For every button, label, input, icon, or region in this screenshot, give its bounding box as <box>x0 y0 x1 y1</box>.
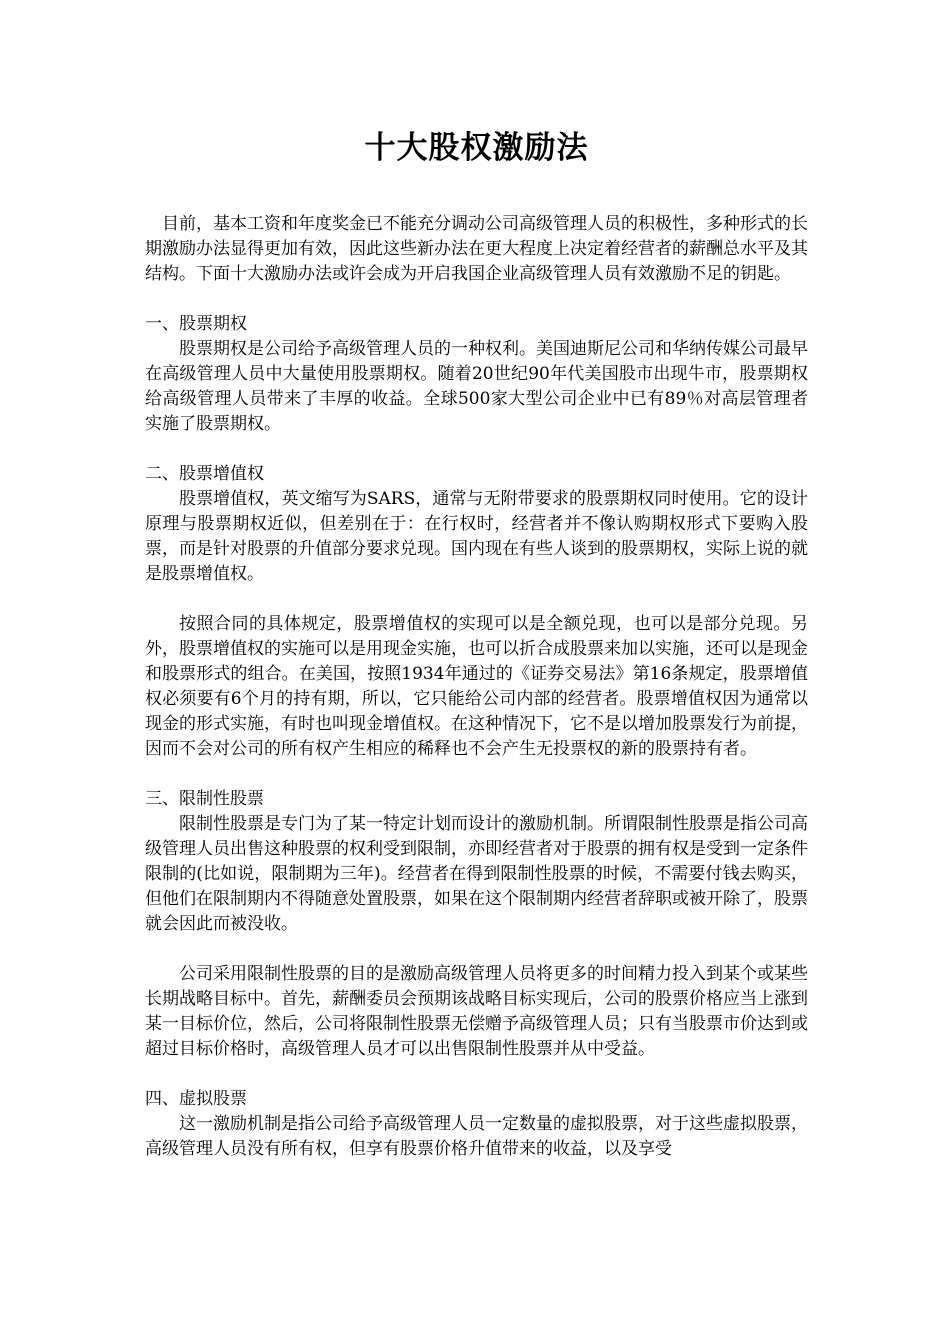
document-title: 十大股权激励法 <box>364 130 589 166</box>
paragraph-gap <box>145 762 808 787</box>
section-heading-stock-options: 一、股票期权 <box>145 314 247 334</box>
section-paragraph: 这一激励机制是指公司给予高级管理人员一定数量的虚拟股票，对于这些虚拟股票，高级管理人员没有所有权，但享有股票价格升值带来的收益，以及享受 <box>145 1114 808 1159</box>
section-paragraph: 股票增值权，英文缩写为SARS，通常与无附带要求的股票期权同时使用。它的设计原理与股票期权近似，但差别在于：在行权时，经营者并不像认购期权形式下要购入股票，而是针对股票的升值部分要求兑现。国内现在有些人谈到的股票期权，实际上说的就是股票增值权。 <box>145 489 808 584</box>
intro-paragraph: 目前，基本工资和年度奖金已不能充分调动公司高级管理人员的积极性，多种形式的长期激励办法显得更加有效，因此这些新办法在更大程度上决定着经营者的薪酬总水平及其结构。下面十大激励办法或许会成为开启我国企业高级管理人员有效激励不足的钥匙。 <box>145 214 808 284</box>
section-heading-phantom-stock: 四、虚拟股票 <box>145 1089 247 1109</box>
section-paragraph: 股票期权是公司给予高级管理人员的一种权利。美国迪斯尼公司和华纳传媒公司最早在高级管理人员中大量使用股票期权。随着20世纪90年代美国股市出现牛市，股票期权给高级管理人员带来了丰厚的收益。全球500家大型公司企业中已有89％对高层管理者实施了股票期权。 <box>145 339 808 434</box>
section-heading-restricted-stock: 三、限制性股票 <box>145 789 264 809</box>
paragraph-gap <box>145 937 808 962</box>
paragraph-gap <box>145 1062 808 1087</box>
paragraph-gap <box>145 437 808 462</box>
section-paragraph: 限制性股票是专门为了某一特定计划而设计的激励机制。所谓限制性股票是指公司高级管理人员出售这种股票的权利受到限制，亦即经营者对于股票的拥有权是受到一定条件限制的(比如说，限制期为三年)。经营者在得到限制性股票的时候，不需要付钱去购买，但他们在限制期内不得随意处置股票，如果在这个限制期内经营者辞职或被开除了，股票就会因此而被没收。 <box>145 814 808 934</box>
section-heading-stock-appreciation-rights: 二、股票增值权 <box>145 464 264 484</box>
section-paragraph: 按照合同的具体规定，股票增值权的实现可以是全额兑现，也可以是部分兑现。另外，股票增值权的实施可以是用现金实施，也可以折合成股票来加以实施，还可以是现金和股票形式的组合。在美国，按照1934年通过的《证券交易法》第16条规定，股票增值权必须要有6个月的持有期，所以，它只能给公司内部的经营者。股票增值权因为通常以现金的形式实施，有时也叫现金增值权。在这种情况下，它不是以增加股票发行为前提，因而不会对公司的所有权产生相应的稀释也不会产生无投票权的新的股票持有者。 <box>145 614 808 759</box>
section-paragraph: 公司采用限制性股票的目的是激励高级管理人员将更多的时间精力投入到某个或某些长期战略目标中。首先，薪酬委员会预期该战略目标实现后，公司的股票价格应当上涨到某一目标价位，然后，公司将限制性股票无偿赠予高级管理人员；只有当股票市价达到或超过目标价格时，高级管理人员才可以出售限制性股票并从中受益。 <box>145 964 808 1059</box>
paragraph-gap <box>145 587 808 612</box>
paragraph-gap <box>145 287 808 312</box>
document-body <box>145 128 808 1162</box>
